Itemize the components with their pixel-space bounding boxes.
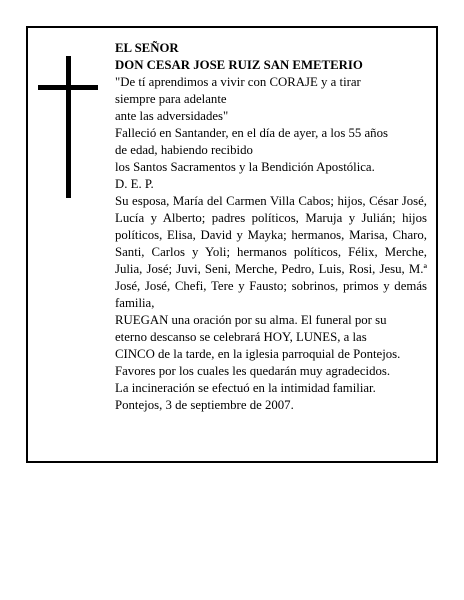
cremation-text: La incineración se efectuó en la intimidad familiar.: [115, 381, 376, 395]
death-line: los Santos Sacramentos y la Bendición Apostólica.: [115, 160, 375, 174]
notice-title: EL SEÑOR: [115, 41, 179, 55]
obituary-notice: [26, 26, 438, 463]
family-paragraph: Su esposa, María del Carmen Villa Cabos; hijos, César José, Lucía y Alberto; padres políticos, Maruja y Julián; hijos políticos, Elisa, David y Mayka; hermanos, Marisa, Charo, Santi, Carlos y Yoli; hermanos políticos, Félix, Merche, Julia, José; Juvi, Seni, Merche, Pedro, Luis, Rosi, Jesu, M.ª José, José, Chefi, Tere y Fausto; sobrinos, primos y demás familia,: [115, 194, 427, 310]
funeral-line: eterno descanso se celebrará HOY, LUNES, a las: [115, 330, 367, 344]
funeral-line: RUEGAN una oración por su alma. El funeral por su: [115, 313, 387, 327]
dep-text: D. E. P.: [115, 177, 154, 191]
quote-line: ante las adversidades": [115, 109, 229, 123]
funeral-line: CINCO de la tarde, en la iglesia parroquial de Pontejos.: [115, 347, 401, 361]
quote-line: siempre para adelante: [115, 92, 227, 106]
quote-line: "De tí aprendimos a vivir con CORAJE y a tirar: [115, 75, 361, 89]
death-line: Falleció en Santander, en el día de ayer, a los 55 años: [115, 126, 388, 140]
deceased-name: DON CESAR JOSE RUIZ SAN EMETERIO: [115, 58, 363, 72]
cross-icon: [66, 56, 71, 198]
funeral-line: Favores por los cuales les quedarán muy agradecidos.: [115, 364, 391, 378]
notice-text: [115, 40, 427, 414]
cross-bar: [38, 85, 98, 90]
place-date: Pontejos, 3 de septiembre de 2007.: [115, 398, 294, 412]
death-line: de edad, habiendo recibido: [115, 143, 253, 157]
